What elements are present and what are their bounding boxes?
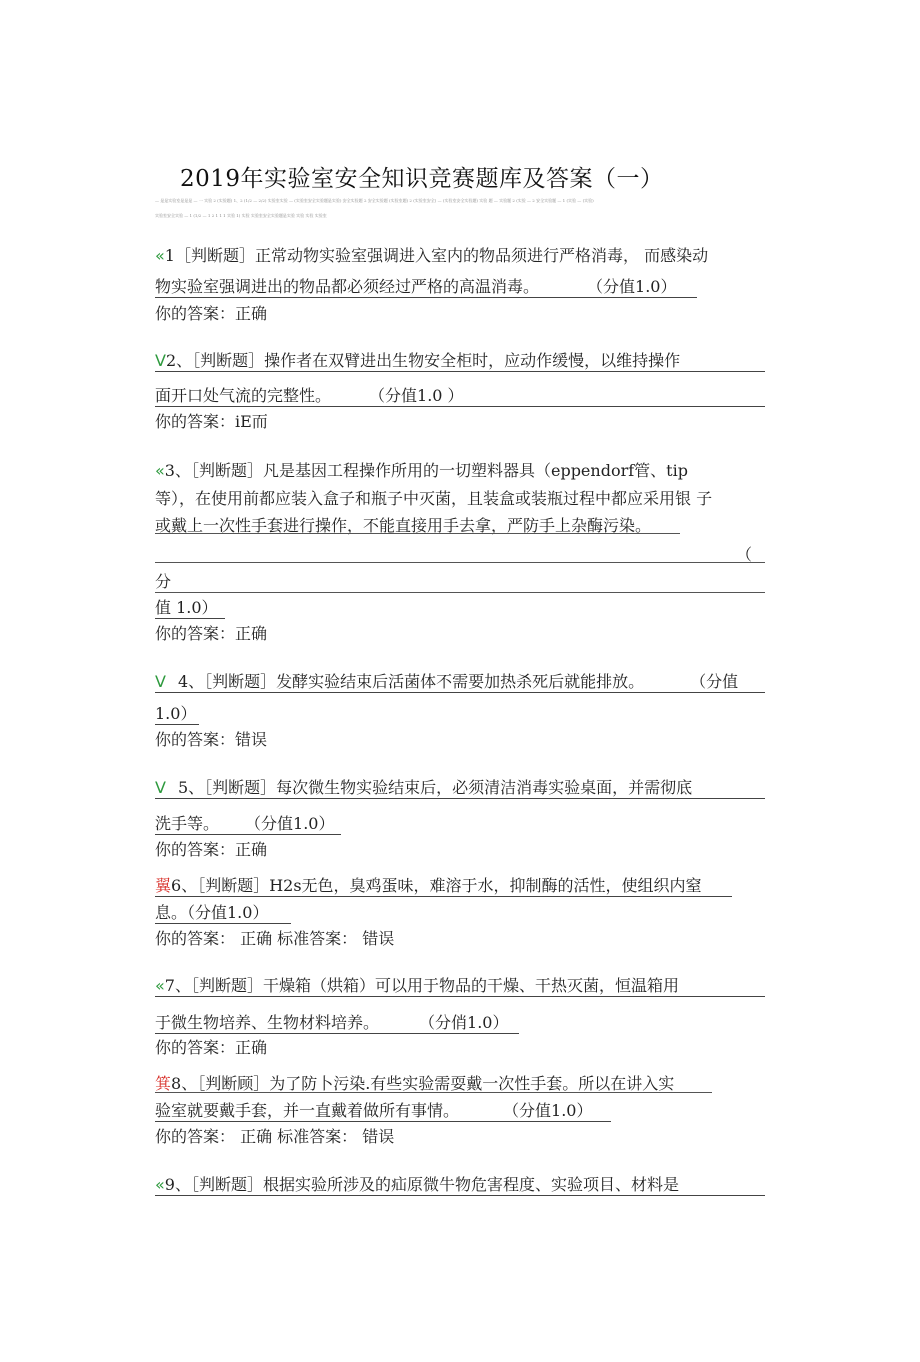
question-text: 9、［判断题］根据实验所涉及的疝原微牛物危害程度、实验项目、材料是	[164, 1175, 679, 1194]
underline	[155, 592, 765, 593]
score: （分值	[690, 672, 739, 691]
question-text: 或戴上一次性手套进行操作，不能直接用手去拿，严防手上杂酶污染。	[155, 516, 652, 535]
underline	[155, 1092, 712, 1093]
question-text: 息。（分值1.0）	[155, 903, 291, 924]
question-text: （	[736, 545, 753, 564]
question-text: 3、［判断题］凡是基因工程操作所用的一切塑料器具（eppendorf管、tip	[164, 461, 688, 480]
underline	[155, 533, 680, 534]
header-noise-line-1: — 是是实验室是是是 — 一 实验 2 (实验题) 1、2 (1/2 — 2/2) 实验室实验 — (实验室安全实验题是实验) 安全实验题 2 安全实验题 (实验室题) 2 (实验室安全) — (实验室安全实验题) 实验 题 — 实验题 2 (实验 — 2 安全实验题 — 1 (实验 — (实验)	[155, 198, 594, 203]
question-text: 2、［判断题］操作者在双臂进出生物安全柜时，应动作缓慢，以维持操作	[165, 351, 681, 370]
score: （分值1.0 ）	[369, 386, 464, 405]
question-text: 洗手等。	[155, 814, 220, 833]
your-answer: 你的答案：正确	[155, 304, 268, 323]
question-text: 分	[155, 572, 172, 591]
question-text: 6、［判断题］H2s无色，臭鸡蛋味，难溶于水，抑制酶的活性，使组织内窒	[171, 876, 702, 895]
question-text: 4、［判断题］发酵实验结束后活菌体不需要加热杀死后就能排放。	[177, 672, 645, 691]
score: （分值1.0）	[245, 814, 335, 833]
score: （分俏1.0）	[419, 1013, 509, 1032]
question-text: 等），在使用前都应装入盒子和瓶子中灭菌，且装盒或装瓶过程中都应采用银 子	[155, 489, 713, 508]
your-answer: 你的答案： 正确 标准答案： 错误	[155, 1127, 395, 1146]
status-mark: «	[155, 1175, 165, 1194]
question-text: 物实验室强调进出的物品都必须经过严格的高温消毒。	[155, 277, 540, 296]
your-answer: 你的答案：正确	[155, 840, 268, 859]
status-mark: «	[155, 976, 165, 995]
your-answer: 你的答案：错误	[155, 730, 268, 749]
score: （分值1.0）	[587, 277, 677, 296]
status-mark: V	[155, 778, 166, 797]
your-answer: 你的答案：正确	[155, 1038, 268, 1057]
question-text: 7、［判断题］干燥箱（烘箱）可以用于物品的干燥、干热灭菌，恒温箱用	[164, 976, 679, 995]
status-mark: V	[155, 351, 166, 370]
question-text: 验室就要戴手套，并一直戴着做所有事情。	[155, 1101, 460, 1120]
status-mark: 箕	[155, 1074, 172, 1093]
question-text: 1［判断题］正常动物实验室强调进入室内的物品须进行严格消毒， 而感染动	[164, 246, 709, 265]
question-text: 5、［判断题］每次微生物实验结束后，必须清洁消毒实验桌面，并需彻底	[177, 778, 693, 797]
question-text: 于微生物培养、生物材料培养。	[155, 1013, 380, 1032]
underline	[155, 562, 765, 563]
score: 1.0）	[155, 704, 199, 725]
question-text: 8、［判断顾］为了防卜污染.有些实验需耍戴一次性手套。所以在讲入实	[171, 1074, 675, 1093]
score: 值 1.0）	[155, 598, 225, 619]
your-answer: 你的答案：iE而	[155, 412, 268, 431]
status-mark: «	[155, 461, 165, 480]
status-mark: 翼	[155, 876, 172, 895]
status-mark: «	[155, 246, 165, 265]
your-answer: 你的答案： 正确 标准答案： 错误	[155, 929, 395, 948]
score: （分值1.0）	[503, 1101, 593, 1120]
status-mark: V	[155, 672, 166, 691]
your-answer: 你的答案：正确	[155, 624, 268, 643]
header-noise-line-2: 实验室安全实验 — 1 (1/2 — 1 2 1 1 1 实验 1) 实验 实验室安全实验题是实验 实验 实验 实验室	[155, 213, 327, 218]
page-title: 2019年实验室安全知识竞赛题库及答案（一）	[180, 166, 664, 192]
question-text: 面开口处气流的完整性。	[155, 386, 332, 405]
